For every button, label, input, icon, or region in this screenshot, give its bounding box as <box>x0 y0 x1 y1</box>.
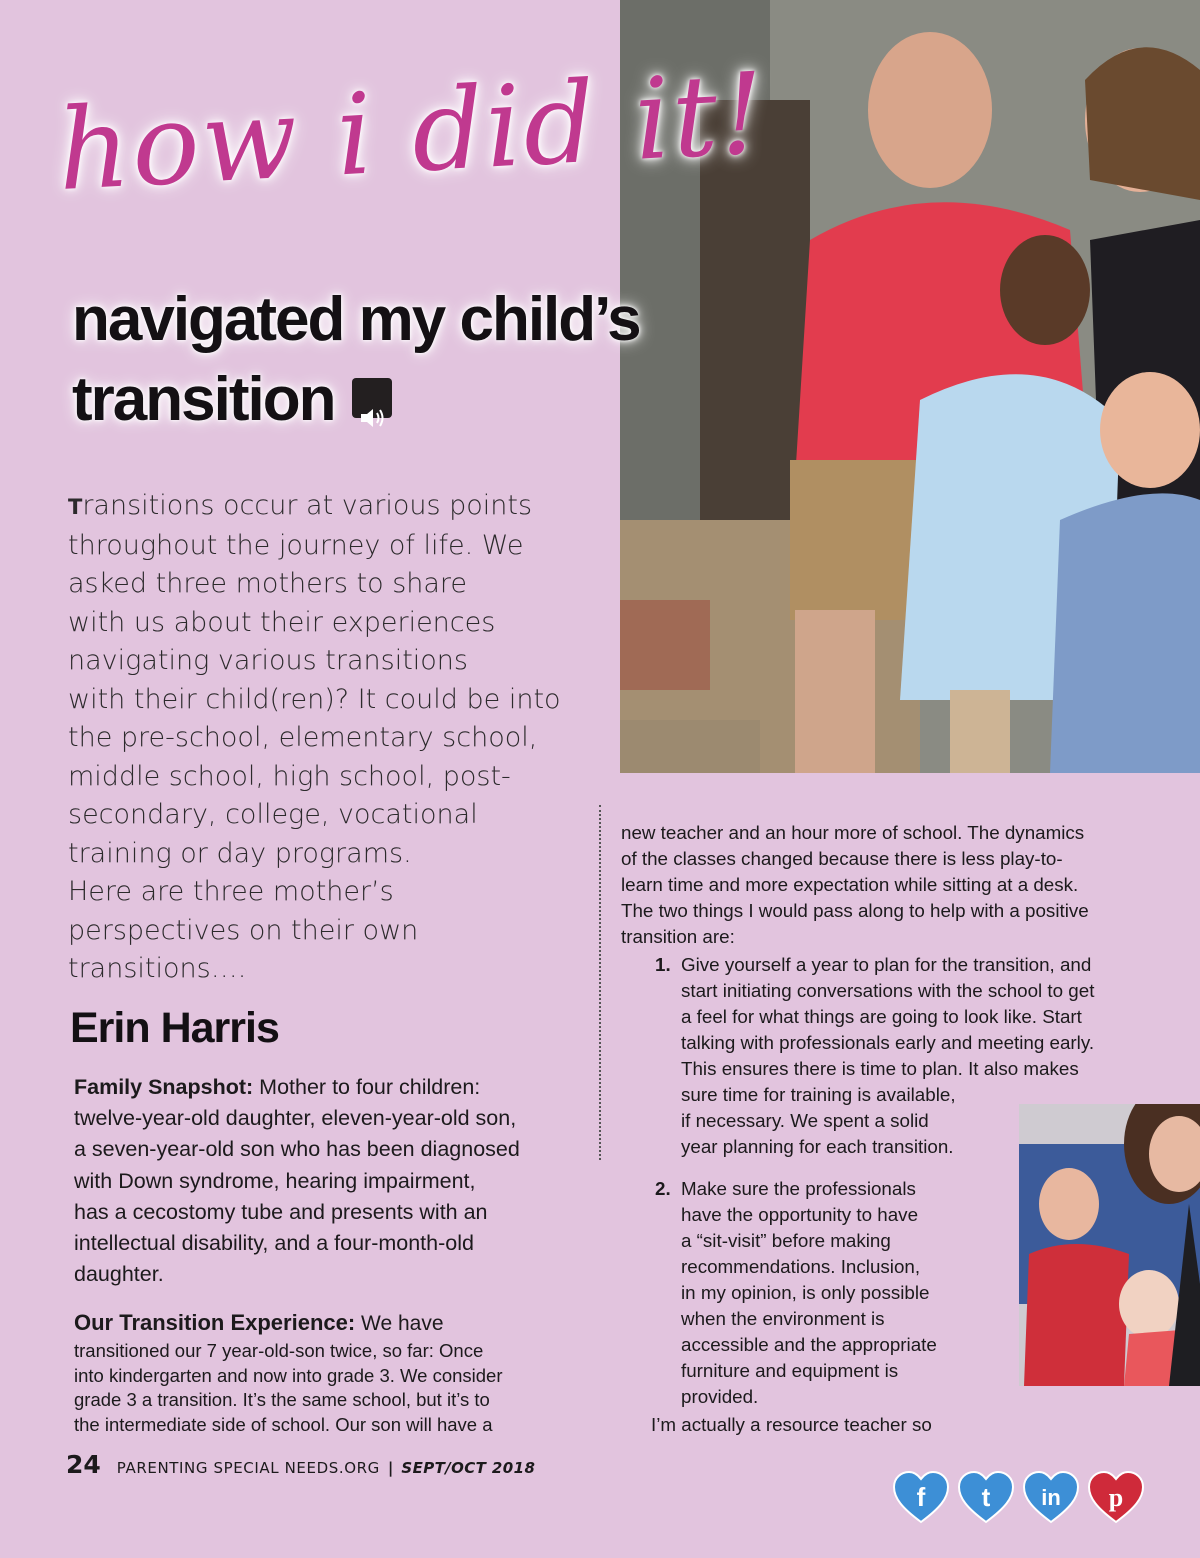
snapshot-label: Family Snapshot: <box>74 1075 254 1099</box>
snapshot-line: a seven-year-old son who has been diagnosed <box>74 1137 520 1162</box>
list-line: in my opinion, is only possible <box>681 1282 930 1303</box>
list-item-1 <box>655 952 1094 1160</box>
article-title <box>72 280 812 440</box>
title-line-2-text: transition <box>72 365 335 434</box>
twitter-icon[interactable] <box>957 1470 1015 1526</box>
pinterest-letter: p <box>1108 1483 1124 1512</box>
snapshot-line: has a cecostomy tube and presents with an <box>74 1199 488 1224</box>
experience-label: Our Transition Experience: <box>74 1310 356 1335</box>
list-item-2 <box>655 1176 937 1410</box>
list-line: This ensures there is time to plan. It also makes <box>681 1058 1079 1079</box>
continued-text <box>621 820 1161 950</box>
issue-date: SEPT/OCT 2018 <box>401 1459 536 1477</box>
speaker-icon-glyph <box>352 398 392 438</box>
list-line: if necessary. We spent a solid <box>681 1110 929 1131</box>
facebook-letter: f <box>916 1482 926 1512</box>
intro-line: transitions…. <box>68 953 247 984</box>
page-number: 24 <box>66 1450 101 1479</box>
continued-line: learn time and more expectation while sitting at a desk. <box>621 874 1079 895</box>
pinterest-icon[interactable] <box>1087 1470 1145 1526</box>
intro-line: training or day programs. <box>68 837 412 869</box>
list-line: provided. <box>681 1386 759 1407</box>
intro-line: throughout the journey of life. We <box>68 529 524 561</box>
snapshot-text: Mother to four children: <box>253 1075 481 1099</box>
experience-lead <box>74 1308 444 1339</box>
pinterest-heart <box>1087 1470 1145 1526</box>
footer-separator: | <box>387 1459 394 1477</box>
twitter-letter: t <box>981 1482 991 1512</box>
experience-line: the intermediate side of school. Our son will have a <box>74 1413 493 1435</box>
snapshot-line: daughter. <box>74 1262 164 1287</box>
title-script: how i did it! <box>54 48 770 216</box>
intro-line: secondary, college, vocational <box>68 799 478 830</box>
site-name: PARENTING SPECIAL NEEDS.ORG <box>116 1459 380 1477</box>
linkedin-letter: in <box>1041 1485 1061 1510</box>
experience-line: transitioned our 7 year-old-son twice, so far: Once <box>74 1340 484 1361</box>
facebook-icon[interactable] <box>892 1470 950 1526</box>
speaker-icon[interactable] <box>352 378 392 418</box>
column-divider <box>599 805 601 1160</box>
intro-line: with their child(ren)? It could be into <box>68 683 561 715</box>
list-line: start initiating conversations with the school to get <box>681 980 1095 1001</box>
intro-line: Here are three mother’s <box>68 876 394 907</box>
list-number: 2. <box>655 1178 671 1199</box>
intro-line: with us about their experiences <box>68 606 496 638</box>
list-line: have the opportunity to have <box>681 1204 919 1225</box>
intro-line: asked three mothers to share <box>68 568 468 599</box>
snapshot-line <box>74 1072 594 1103</box>
list-line: a “sit-visit” before making <box>681 1230 891 1251</box>
page-footer <box>66 1450 535 1479</box>
list-line: Make sure the professionals <box>681 1178 916 1199</box>
experience-line: grade 3 a transition. It’s the same school, but it’s to <box>74 1389 490 1410</box>
intro-line: the pre-school, elementary school, <box>68 722 538 753</box>
list-line: when the environment is <box>681 1308 885 1329</box>
continued-line: new teacher and an hour more of school. The dynamics <box>621 822 1085 843</box>
intro-line: middle school, high school, post- <box>68 760 511 792</box>
list-line: sure time for training is available, <box>681 1084 956 1105</box>
experience-line: into kindergarten and now into grade 3. We consider <box>74 1364 503 1386</box>
snapshot-line: twelve-year-old daughter, eleven-year-old son, <box>74 1106 517 1131</box>
experience-body <box>74 1339 503 1437</box>
list-number: 1. <box>655 954 671 975</box>
linkedin-icon[interactable] <box>1022 1470 1080 1526</box>
intro-line: perspectives on their own <box>68 914 419 946</box>
title-line-1: navigated my child’s <box>72 285 640 354</box>
continued-line: The two things I would pass along to help with a positive <box>621 900 1089 921</box>
list-line: furniture and equipment is <box>681 1360 899 1381</box>
linkedin-heart <box>1022 1470 1080 1526</box>
title-line-2 <box>72 360 812 440</box>
intro-paragraph <box>68 487 588 989</box>
intro-line: Transitions occur at various points <box>68 490 533 521</box>
family-snapshot <box>74 1072 594 1290</box>
continued-line: of the classes changed because there is less play-to- <box>621 848 1063 869</box>
continued-line: transition are: <box>621 926 735 947</box>
snapshot-line: intellectual disability, and a four-month-old <box>74 1231 474 1256</box>
list-line: a feel for what things are going to look like. Start <box>681 1006 1082 1027</box>
list-line: accessible and the appropriate <box>681 1334 937 1355</box>
facebook-heart <box>892 1470 950 1526</box>
snapshot-line: with Down syndrome, hearing impairment, <box>74 1168 476 1193</box>
closing-line: I’m actually a resource teacher so <box>651 1414 932 1435</box>
list-line: recommendations. Inclusion, <box>681 1256 921 1277</box>
profile-name: Erin Harris <box>70 1004 279 1052</box>
experience-lead-text: We have <box>355 1312 444 1335</box>
twitter-heart <box>957 1470 1015 1526</box>
intro-line: navigating various transitions <box>68 645 468 676</box>
list-line: Give yourself a year to plan for the transition, and <box>681 954 1092 975</box>
list-line: year planning for each transition. <box>681 1136 954 1157</box>
list-line: talking with professionals early and meeting early. <box>681 1032 1095 1053</box>
